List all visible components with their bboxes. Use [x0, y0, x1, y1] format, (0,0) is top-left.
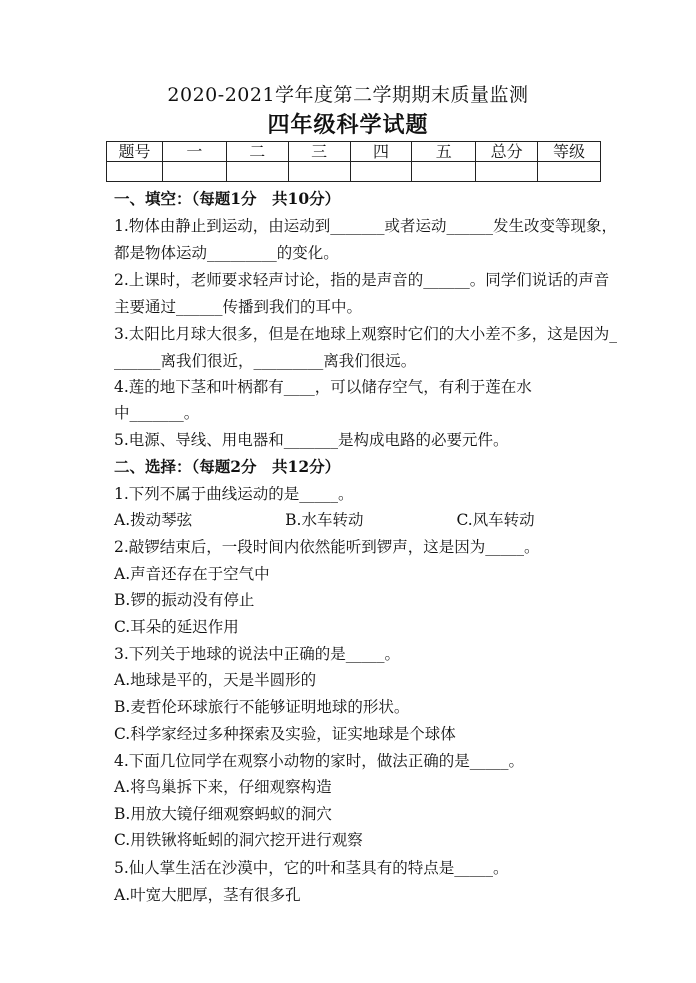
question-line: 3.下列关于地球的说法中正确的是_____。: [114, 645, 401, 663]
question-line: 2.上课时，老师要求轻声讨论，指的是声音的______。同学们说话的声音: [114, 271, 610, 289]
score-table-header-row: [107, 142, 601, 162]
answer-option-line: A.叶宽大肥厚，茎有很多孔: [114, 886, 301, 904]
answer-option-line: B.麦哲伦环球旅行不能够证明地球的形状。: [114, 698, 410, 716]
score-header-cell: 四: [350, 142, 412, 162]
score-entry-cell[interactable]: [412, 162, 476, 182]
score-header-cell: 五: [412, 142, 476, 162]
question-line: 4.莲的地下茎和叶柄都有____，可以储存空气，有利于莲在水: [114, 378, 532, 396]
score-header-cell: 等级: [538, 142, 601, 162]
question-line: 5.仙人掌生活在沙漠中，它的叶和茎具有的特点是_____。: [114, 859, 509, 877]
section-heading-choice: 二、选择：（每题2分 共12分）: [114, 457, 341, 476]
question-line: 1.下列不属于曲线运动的是_____。: [114, 485, 354, 503]
question-line: 中_______。: [114, 404, 200, 422]
answer-option-line: C.科学家经过多种探索及实验，证实地球是个球体: [114, 725, 456, 743]
question-line: 3.太阳比月球大很多，但是在地球上观察时它们的大小差不多，这是因为_: [114, 325, 618, 343]
section-heading-fill-in: 一、填空：（每题1分 共10分）: [114, 189, 341, 208]
score-table: [106, 141, 601, 182]
score-entry-cell[interactable]: [107, 162, 163, 182]
score-entry-cell[interactable]: [538, 162, 601, 182]
score-entry-cell[interactable]: [226, 162, 288, 182]
score-entry-cell[interactable]: [350, 162, 412, 182]
exam-subtitle: 四年级科学试题: [267, 112, 429, 138]
answer-option-line: B.用放大镜仔细观察蚂蚁的洞穴: [114, 805, 332, 823]
answer-option-line: B.锣的振动没有停止: [114, 591, 255, 609]
question-line: 主要通过______传播到我们的耳中。: [114, 298, 363, 316]
score-header-cell: 二: [226, 142, 288, 162]
question-line: 都是物体运动_________的变化。: [114, 244, 339, 262]
score-entry-cell[interactable]: [163, 162, 227, 182]
score-entry-cell[interactable]: [288, 162, 350, 182]
question-line: 5.电源、导线、用电器和_______是构成电路的必要元件。: [114, 431, 509, 449]
answer-option-line: A.将鸟巢拆下来，仔细观察构造: [114, 778, 332, 796]
score-table-entry-row: [107, 162, 601, 182]
answer-option-line: C.耳朵的延迟作用: [114, 618, 239, 636]
answer-option-line: A.地球是平的，天是半圆形的: [114, 671, 317, 689]
question-line: 4.下面几位同学在观察小动物的家时，做法正确的是_____。: [114, 752, 525, 770]
question-line: 1.物体由静止到运动，由运动到_______或者运动______发生改变等现象，: [114, 217, 618, 235]
score-entry-cell[interactable]: [476, 162, 538, 182]
score-header-cell: 三: [288, 142, 350, 162]
score-header-cell: 题号: [107, 142, 163, 162]
question-line: 2.敲锣结束后，一段时间内依然能听到锣声，这是因为_____。: [114, 538, 540, 556]
question-line: ______离我们很近，_________离我们很远。: [114, 352, 417, 370]
answer-option-line: A.声音还存在于空气中: [114, 565, 270, 583]
answer-option-line: C.用铁锹将蚯蚓的洞穴挖开进行观察: [114, 831, 363, 849]
exam-title: 2020-2021学年度第二学期期末质量监测: [167, 84, 529, 106]
score-header-cell: 总分: [476, 142, 538, 162]
score-header-cell: 一: [163, 142, 227, 162]
answer-option-line: A.拨动琴弦 B.水车转动 C.风车转动: [114, 511, 535, 529]
